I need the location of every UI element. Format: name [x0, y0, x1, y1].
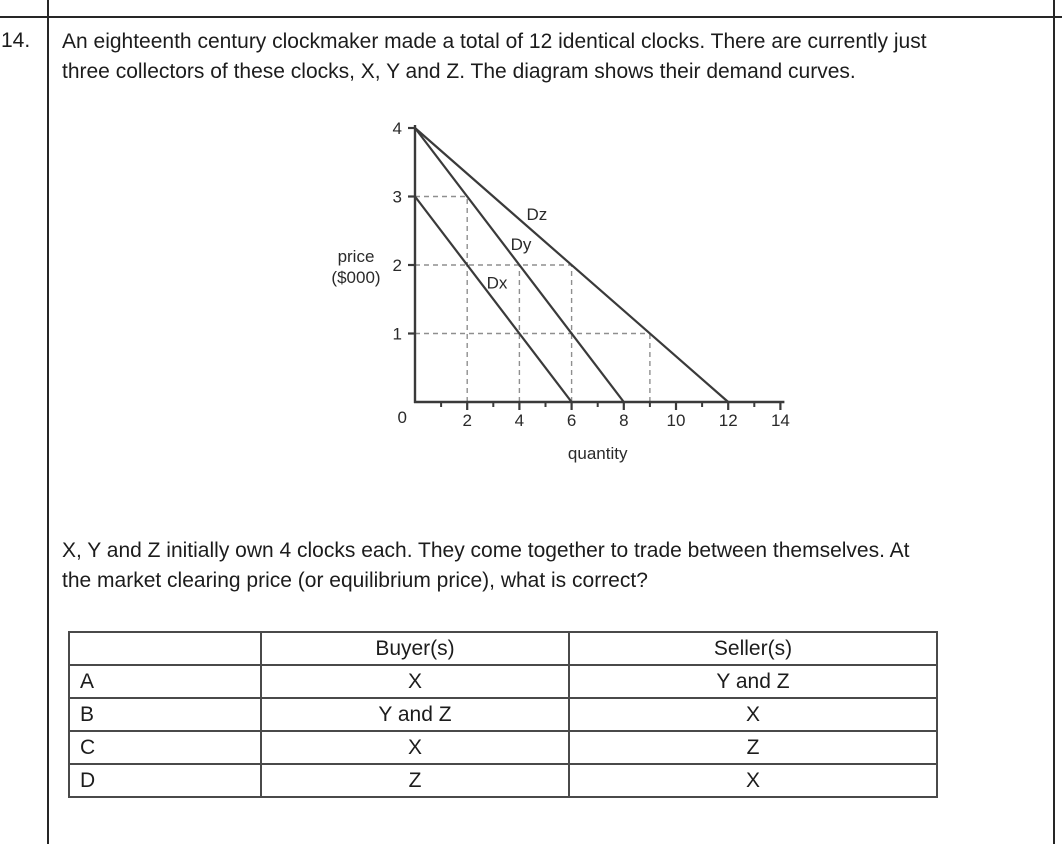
buyers-cell: Z [261, 764, 569, 797]
y-tick-label: 1 [392, 324, 402, 344]
body-line-1: X, Y and Z initially own 4 clocks each. They come together to trade between themselves. At [62, 539, 910, 562]
x-tick-label: 14 [770, 411, 790, 430]
x-tick-label: 2 [462, 411, 472, 430]
x-tick-label: 12 [718, 411, 738, 430]
buyers-cell: X [261, 731, 569, 764]
y-tick-label: 4 [392, 119, 402, 138]
demand-curves-chart [310, 110, 800, 470]
table-row-c [69, 731, 937, 764]
buyers-cell: Y and Z [261, 698, 569, 731]
intro-line-2: three collectors of these clocks, X, Y and Z. The diagram shows their demand curves. [62, 60, 856, 83]
question-number: 14. [1, 29, 31, 52]
number-column-divider-line [47, 0, 49, 844]
demand-curve-dx [415, 197, 572, 403]
row-divider-line [0, 16, 1062, 18]
y-axis-label-line-2: ($000) [331, 268, 381, 287]
option-label: A [69, 665, 261, 698]
table-header-sellers: Seller(s) [569, 632, 937, 665]
intro-line-1: An eighteenth century clockmaker made a total of 12 identical clocks. There are currently just [62, 30, 927, 53]
table-row-b [69, 698, 937, 731]
sellers-cell: Z [569, 731, 937, 764]
table-row-d [69, 764, 937, 797]
table-header-buyers: Buyer(s) [261, 632, 569, 665]
x-tick-label: 8 [619, 411, 629, 430]
x-tick-label: 4 [514, 411, 525, 430]
sellers-cell: Y and Z [569, 665, 937, 698]
table-header-row [69, 632, 937, 665]
x-tick-label: 10 [666, 411, 686, 430]
question-intro [62, 27, 927, 87]
origin-label: 0 [397, 408, 407, 427]
buyers-cell: X [261, 665, 569, 698]
curve-label-dz: Dz [526, 204, 548, 224]
y-tick-label: 2 [392, 256, 402, 275]
y-tick-label: 3 [392, 187, 402, 207]
option-label: C [69, 731, 261, 764]
curve-label-dx: Dx [486, 273, 508, 293]
page-right-border-line [1053, 0, 1055, 844]
body-line-2: the market clearing price (or equilibrium price), what is correct? [62, 569, 648, 592]
table-row-a [69, 665, 937, 698]
question-body [62, 536, 909, 596]
demand-curves-svg [310, 110, 800, 470]
x-tick-label: 6 [566, 411, 577, 430]
options-table [68, 631, 938, 798]
option-label: D [69, 764, 261, 797]
sellers-cell: X [569, 698, 937, 731]
curve-label-dy: Dy [510, 234, 532, 254]
sellers-cell: X [569, 764, 937, 797]
y-axis-label-line-1: price [337, 247, 375, 266]
option-label: B [69, 698, 261, 731]
x-axis-label: quantity [567, 444, 628, 463]
table-header-empty [69, 632, 261, 665]
